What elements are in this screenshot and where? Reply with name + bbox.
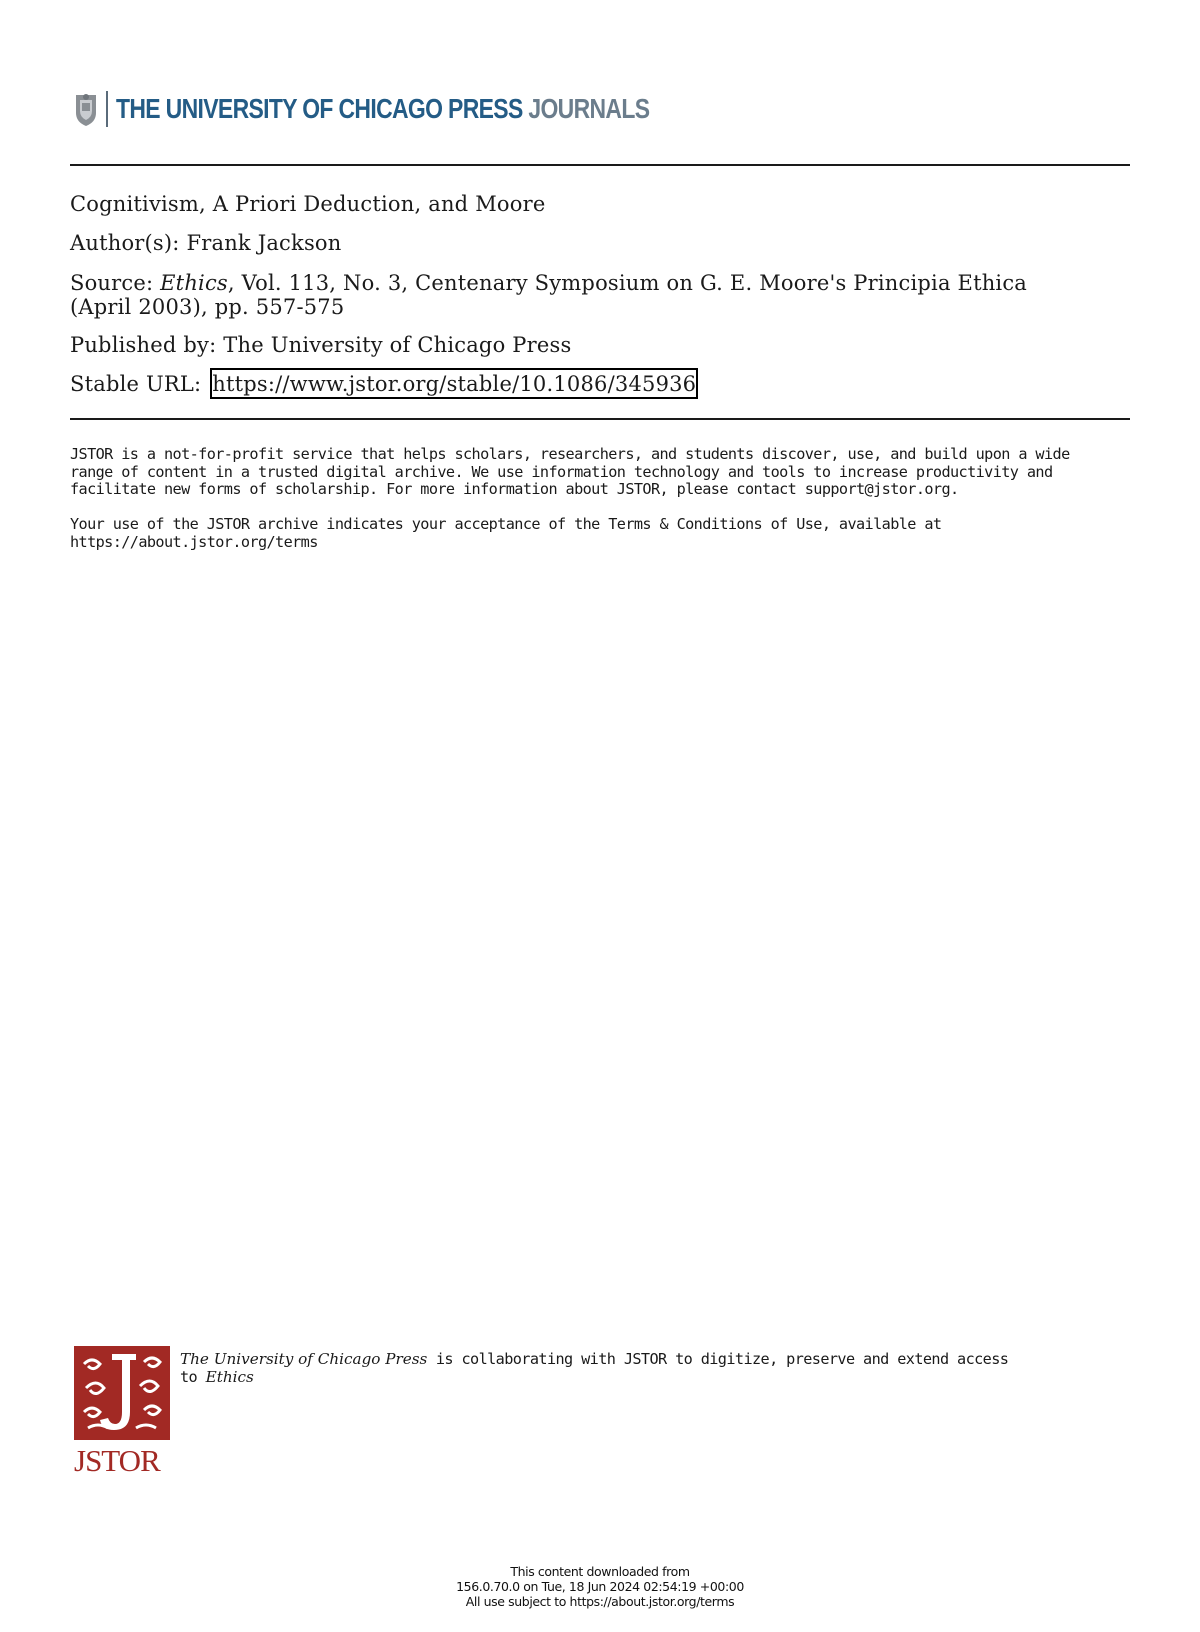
jstor-notice	[70, 446, 1130, 499]
stable-url-link[interactable]: https://www.jstor.org/stable/10.1086/345936	[210, 368, 698, 399]
collab-line-1	[180, 1350, 1080, 1368]
stable-url-line	[70, 372, 698, 396]
published-by: The University of Chicago Press	[223, 333, 572, 357]
footer-line-2: 156.0.70.0 on Tue, 18 Jun 2024 02:54:19 +00:00	[456, 1579, 744, 1594]
source-line	[70, 271, 1027, 295]
published-line	[70, 333, 571, 357]
collaboration-statement	[180, 1350, 1080, 1386]
download-footer	[0, 1564, 1200, 1609]
jstor-wordmark: JSTOR	[74, 1443, 160, 1478]
footer-line-3: All use subject to https://about.jstor.org/terms	[465, 1594, 735, 1609]
terms-line: Your use of the JSTOR archive indicates your acceptance of the Terms & Conditions of Use, available at	[70, 515, 942, 533]
author-label: Author(s):	[70, 231, 180, 255]
terms-url[interactable]: https://about.jstor.org/terms	[70, 532, 318, 551]
publisher-name: THE UNIVERSITY OF CHICAGO PRESS	[116, 93, 523, 124]
collab-text: is collaborating with JSTOR to digitize, preserve and extend access	[427, 1350, 1009, 1368]
jstor-emblem-icon	[74, 1346, 170, 1440]
article-title: Cognitivism, A Priori Deduction, and Moore	[70, 192, 546, 216]
source-date-pages: (April 2003), pp. 557-575	[70, 295, 345, 319]
footer-line-1: This content downloaded from	[510, 1564, 690, 1579]
terms-notice	[70, 516, 1130, 551]
partner-name: The University of Chicago Press	[180, 1350, 428, 1368]
source-details: , Vol. 113, No. 3, Centenary Symposium on G. E. Moore's Principia Ethica	[227, 271, 1028, 295]
jstor-logo	[74, 1346, 170, 1478]
collab-to: to	[180, 1368, 206, 1386]
notice-line: facilitate new forms of scholarship. For more information about JSTOR, please contact support@jstor.org.	[70, 480, 959, 498]
journal-name: Ethics	[160, 271, 228, 295]
publisher-logo	[72, 90, 766, 128]
collab-journal: Ethics	[205, 1368, 254, 1386]
collab-line-2	[180, 1368, 1080, 1386]
author-name: Frank Jackson	[186, 231, 342, 255]
notice-line: JSTOR is a not-for-profit service that helps scholars, researchers, and students discover, use, and build upon a wide	[70, 445, 1070, 463]
source-label: Source:	[70, 271, 154, 295]
bottom-divider	[70, 418, 1130, 420]
university-seal-icon	[72, 91, 100, 127]
publisher-wordmark	[116, 93, 649, 125]
logo-divider	[106, 91, 108, 127]
publisher-journals: JOURNALS	[528, 93, 650, 124]
published-label: Published by:	[70, 333, 217, 357]
notice-line: range of content in a trusted digital archive. We use information technology and tools to increase productivity and	[70, 462, 1053, 481]
author-line	[70, 231, 342, 255]
top-divider	[70, 164, 1130, 166]
stable-url-label: Stable URL:	[70, 372, 202, 396]
